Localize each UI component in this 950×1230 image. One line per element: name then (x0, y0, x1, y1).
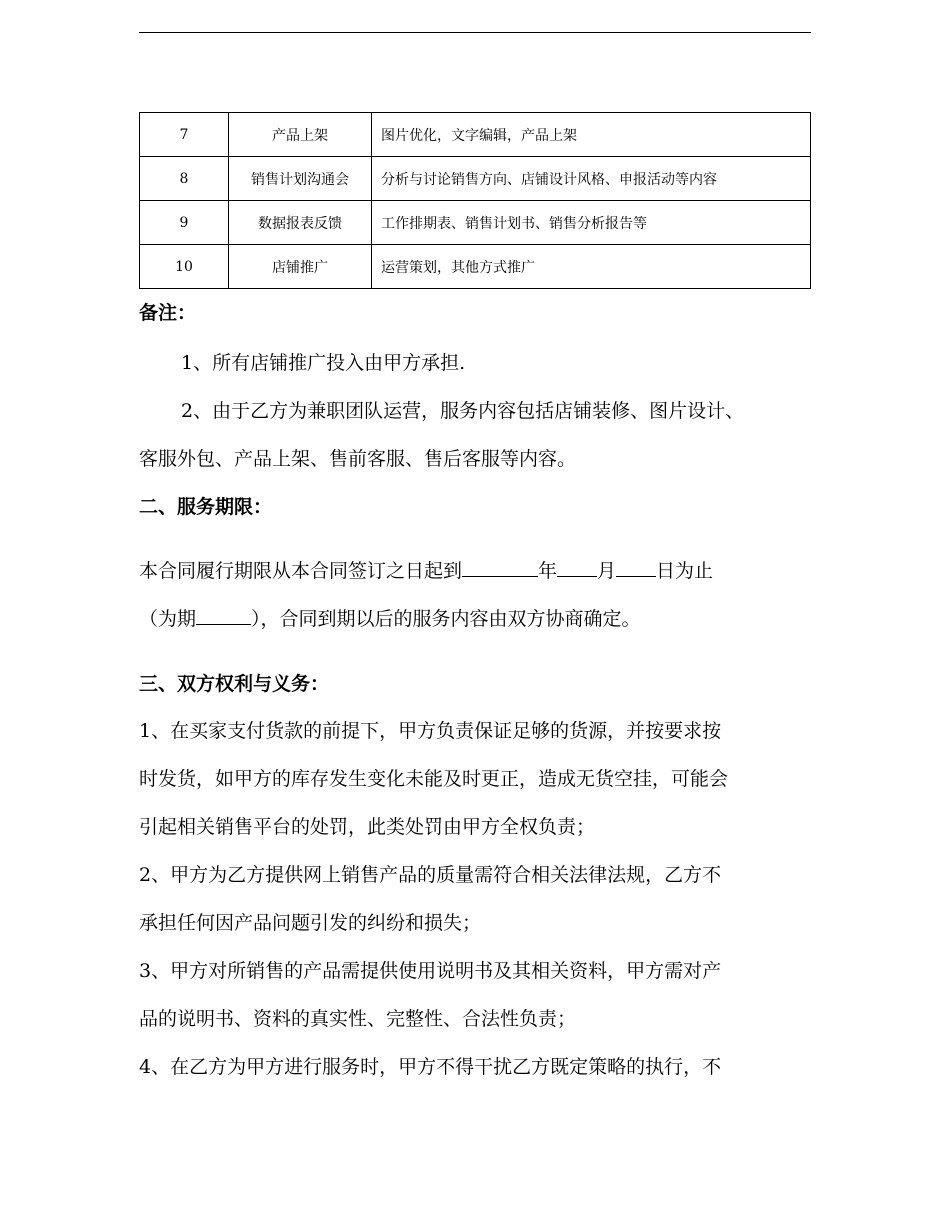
row-number: 9 (140, 201, 229, 245)
row-item: 数据报表反馈 (229, 201, 372, 245)
rights-line: 承担任何因产品问题引发的纠纷和损失； (139, 912, 482, 934)
rights-line: 1、在买家支付货款的前提下，甲方负责保证足够的货源，并按要求按 (139, 720, 722, 742)
rights-line: 3、甲方对所销售的产品需提供使用说明书及其相关资料，甲方需对产 (139, 960, 722, 982)
remarks-title: 备注： (139, 302, 197, 324)
row-item: 店铺推广 (229, 245, 372, 289)
table-row (140, 201, 811, 245)
term-period-open: （为期 (139, 608, 197, 630)
year-blank[interactable] (462, 556, 538, 577)
table-row (140, 157, 811, 201)
rights-line: 引起相关销售平台的处罚，此类处罚由甲方全权负责； (139, 816, 596, 838)
row-number: 8 (140, 157, 229, 201)
month-label: 月 (597, 560, 617, 582)
remark-item-1: 1、所有店铺推广投入由甲方承担. (181, 352, 466, 374)
rights-line: 4、在乙方为甲方进行服务时，甲方不得干扰乙方既定策略的执行，不 (139, 1056, 722, 1078)
table-row (140, 113, 811, 157)
day-blank[interactable] (616, 556, 656, 577)
term-period-rest: ），合同到期以后的服务内容由双方协商确定。 (251, 608, 641, 630)
service-table (139, 112, 811, 289)
rights-line: 品的说明书、资料的真实性、完整性、合法性负责； (139, 1008, 577, 1030)
rights-line: 时发货，如甲方的库存发生变化未能及时更正，造成无货空挂，可能会 (139, 768, 729, 790)
day-end-label: 日为止 (656, 560, 714, 582)
row-item: 销售计划沟通会 (229, 157, 372, 201)
year-label: 年 (538, 560, 558, 582)
period-blank[interactable] (196, 604, 251, 625)
row-number: 7 (140, 113, 229, 157)
row-number: 10 (140, 245, 229, 289)
remark-item-2-line-2: 客服外包、产品上架、售前客服、售后客服等内容。 (139, 448, 577, 470)
row-item: 产品上架 (229, 113, 372, 157)
header-rule (139, 32, 811, 33)
table-row (140, 245, 811, 289)
term-start-text: 本合同履行期限从本合同签订之日起到 (139, 560, 463, 582)
row-description: 图片优化，文字编辑，产品上架 (372, 113, 811, 157)
term-title: 二、服务期限： (139, 496, 273, 518)
rights-title: 三、双方权利与义务： (139, 673, 330, 695)
row-description: 运营策划，其他方式推广 (372, 245, 811, 289)
month-blank[interactable] (557, 556, 597, 577)
term-line-2 (139, 597, 811, 642)
row-description: 工作排期表、销售计划书、销售分析报告等 (372, 201, 811, 245)
remark-item-2-line-1: 2、由于乙方为兼职团队运营，服务内容包括店铺装修、图片设计、 (181, 400, 745, 422)
term-line-1 (139, 549, 811, 594)
rights-line: 2、甲方为乙方提供网上销售产品的质量需符合相关法律法规，乙方不 (139, 864, 722, 886)
row-description: 分析与讨论销售方向、店铺设计风格、申报活动等内容 (372, 157, 811, 201)
